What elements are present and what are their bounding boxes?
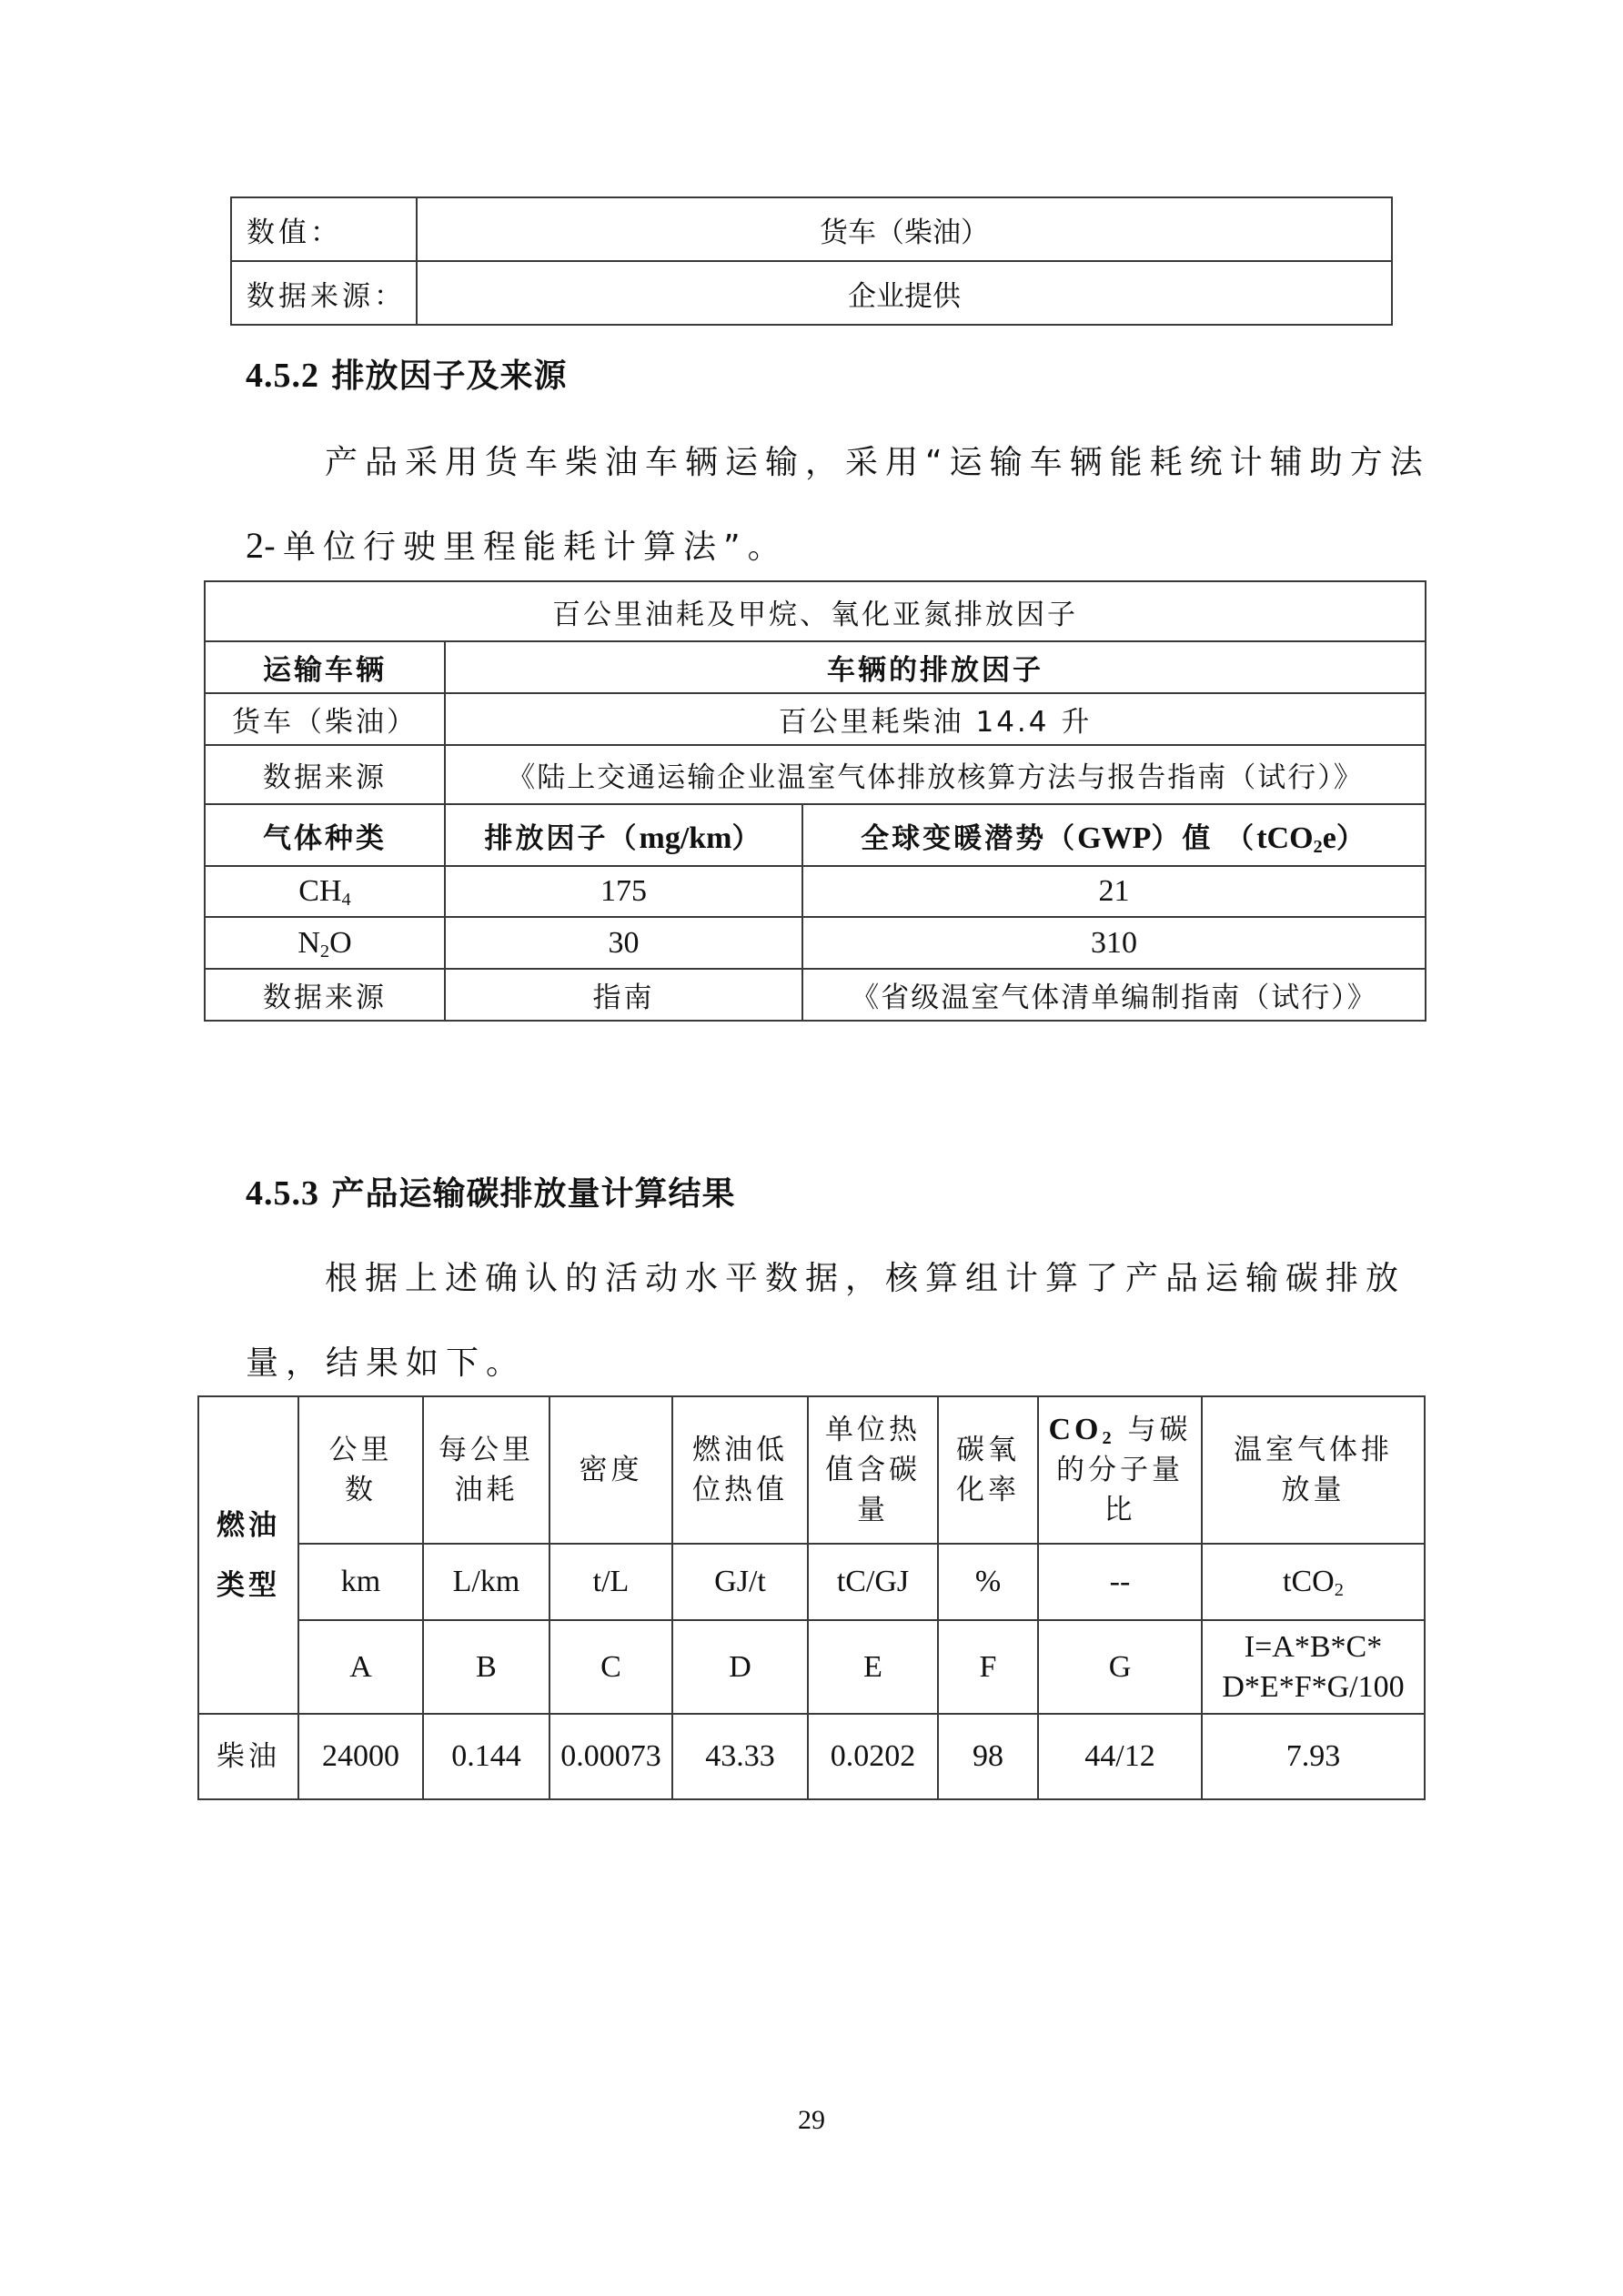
header-line: 类型 [217, 1568, 280, 1602]
header-text: 排放因子（ [484, 821, 640, 855]
source-cell: 《陆上交通运输企业温室气体排放核算方法与报告指南（试行）》 [445, 745, 1426, 804]
value-cell: 0.0202 [808, 1714, 938, 1799]
header-line: 燃油 [217, 1508, 280, 1542]
table-header-row [205, 804, 1426, 866]
symbol-cell: B [423, 1620, 549, 1714]
header-line: 油耗 [454, 1474, 519, 1506]
value-cell: 0.144 [423, 1714, 549, 1799]
paragraph-line: 量，结果如下。 [246, 1344, 527, 1382]
value-cell: 0.00073 [549, 1714, 672, 1799]
header-line: 公里 [328, 1434, 393, 1466]
header-line: 数 [345, 1474, 377, 1506]
table-row [205, 745, 1426, 804]
paragraph-line: 根据上述确认的活动水平数据，核算组计算了产品运输碳排放 [325, 1260, 1406, 1297]
header-line: 每公里 [439, 1434, 534, 1466]
unit-text [1256, 821, 1336, 855]
gas-formula-cell [205, 866, 445, 917]
symbol-cell: G [1038, 1620, 1202, 1714]
label-cell: 数据来源： [231, 261, 417, 325]
value-cell: 43.33 [672, 1714, 808, 1799]
header-cell: 运输车辆 [205, 641, 445, 693]
symbol-row [198, 1620, 1425, 1714]
section-heading-453 [246, 1168, 736, 1214]
formula-line: I=A*B*C* [1244, 1629, 1383, 1664]
value-cell: 货车（柴油） [417, 197, 1392, 261]
gwp-cell: 21 [802, 866, 1426, 917]
table-row [205, 969, 1426, 1021]
source-cell: 指南 [445, 969, 802, 1021]
table-row [205, 917, 1426, 969]
unit-row [198, 1544, 1425, 1620]
unit-tail: e [1322, 821, 1336, 855]
symbol-cell: E [808, 1620, 938, 1714]
section-number: 4.5.3 [246, 1174, 319, 1213]
fuel-cell: 柴油 [198, 1714, 298, 1799]
table-row [231, 197, 1392, 261]
header-line: 密度 [579, 1454, 643, 1486]
header-line: 温室气体排 [1234, 1434, 1393, 1466]
header-line [1039, 1410, 1201, 1450]
formula-subscript: 2 [319, 941, 330, 962]
vehicle-cell: 货车（柴油） [205, 693, 445, 745]
header-line: 位热值 [692, 1474, 788, 1506]
label-cell: 数据来源 [205, 745, 445, 804]
formula-subscript: 2 [1102, 1428, 1115, 1449]
header-cell: 车辆的排放因子 [445, 641, 1426, 693]
section-title: 排放因子及来源 [331, 357, 568, 395]
header-cell: 气体种类 [205, 804, 445, 866]
section-heading-452 [246, 350, 568, 397]
header-cell-B [423, 1396, 549, 1544]
gwp-cell: 310 [802, 917, 1426, 969]
table-header-row [205, 641, 1426, 693]
unit-cell [1202, 1544, 1425, 1620]
abbr-text: GWP [1077, 821, 1152, 855]
value-cell: 7.93 [1202, 1714, 1425, 1799]
header-line: 单位热 [825, 1414, 921, 1446]
formula-subscript: 4 [341, 890, 351, 911]
unit-main: tCO [1256, 821, 1314, 855]
unit-cell: -- [1038, 1544, 1202, 1620]
value-cell: 98 [938, 1714, 1038, 1799]
gas-formula-cell [205, 917, 445, 969]
header-line: 化率 [956, 1474, 1020, 1506]
value-cell: 24000 [298, 1714, 423, 1799]
header-line: 的分子量 [1056, 1454, 1184, 1486]
header-text: ）值 （ [1151, 821, 1257, 855]
formula-tail: O [329, 925, 352, 960]
ef-cell: 175 [445, 866, 802, 917]
unit-cell: km [298, 1544, 423, 1620]
label-cell: 数值： [231, 197, 417, 261]
label-cell: 数据来源 [205, 969, 445, 1021]
table-row [198, 1714, 1425, 1799]
co2-formula [1048, 1413, 1115, 1449]
formula-cell [1202, 1620, 1425, 1714]
unit-main: tCO [1283, 1565, 1335, 1598]
header-cell [802, 804, 1426, 866]
table-row [205, 693, 1426, 745]
section-number: 4.5.2 [246, 357, 319, 395]
page-number: 29 [798, 2105, 825, 2135]
paragraph-text: -单位行驶里程能耗计算法”。 [264, 529, 788, 566]
unit-subscript: 2 [1313, 836, 1323, 857]
unit-cell: % [938, 1544, 1038, 1620]
vehicle-info-table [230, 196, 1393, 326]
symbol-cell: C [549, 1620, 672, 1714]
header-line: 燃油低 [692, 1434, 788, 1466]
header-line: 碳氧 [956, 1434, 1020, 1466]
header-cell-C [549, 1396, 672, 1544]
table-title-row [205, 581, 1426, 641]
table-row [205, 866, 1426, 917]
source-cell: 《省级温室气体清单编制指南（试行）》 [802, 969, 1426, 1021]
formula-line: D*E*F*G/100 [1222, 1669, 1405, 1704]
table-title: 百公里油耗及甲烷、氧化亚氮排放因子 [205, 581, 1426, 641]
formula-main: CH [298, 874, 342, 908]
paragraph-line [246, 521, 788, 568]
header-text: ） [1336, 821, 1367, 855]
formula-main: N [297, 925, 320, 960]
header-cell-A [298, 1396, 423, 1544]
paragraph-line: 产品采用货车柴油车辆运输，采用“运输车辆能耗统计辅助方法 [325, 444, 1430, 481]
emission-factor-table [204, 580, 1426, 1022]
header-cell-I [1202, 1396, 1425, 1544]
header-cell-E [808, 1396, 938, 1544]
unit-cell: L/km [423, 1544, 549, 1620]
paragraph-number: 2 [246, 525, 264, 566]
value-cell: 企业提供 [417, 261, 1392, 325]
header-cell-F [938, 1396, 1038, 1544]
symbol-cell: F [938, 1620, 1038, 1714]
ef-cell: 30 [445, 917, 802, 969]
table-row [231, 261, 1392, 325]
formula-main: CO [1048, 1413, 1103, 1446]
unit-cell: t/L [549, 1544, 672, 1620]
unit-cell: tC/GJ [808, 1544, 938, 1620]
fuel-type-header [198, 1396, 298, 1714]
section-title: 产品运输碳排放量计算结果 [331, 1175, 736, 1213]
symbol-cell: A [298, 1620, 423, 1714]
symbol-cell: D [672, 1620, 808, 1714]
transport-emission-table [197, 1395, 1426, 1800]
header-text: ） [731, 821, 763, 855]
value-cell: 44/12 [1038, 1714, 1202, 1799]
header-cell-G [1038, 1396, 1202, 1544]
table-header-row [198, 1396, 1425, 1544]
unit-subscript: 2 [1334, 1580, 1344, 1601]
factor-cell: 百公里耗柴油 14.4 升 [445, 693, 1426, 745]
header-text: 与碳 [1127, 1414, 1192, 1446]
header-line: 值含碳 [825, 1454, 921, 1486]
header-cell-D [672, 1396, 808, 1544]
unit-cell: GJ/t [672, 1544, 808, 1620]
header-line: 量 [857, 1494, 889, 1526]
header-line: 比 [1104, 1494, 1136, 1526]
header-text: 全球变暖潜势（ [861, 821, 1078, 855]
header-cell [445, 804, 802, 866]
header-line: 放量 [1281, 1474, 1346, 1506]
unit-text: mg/km [639, 821, 732, 855]
